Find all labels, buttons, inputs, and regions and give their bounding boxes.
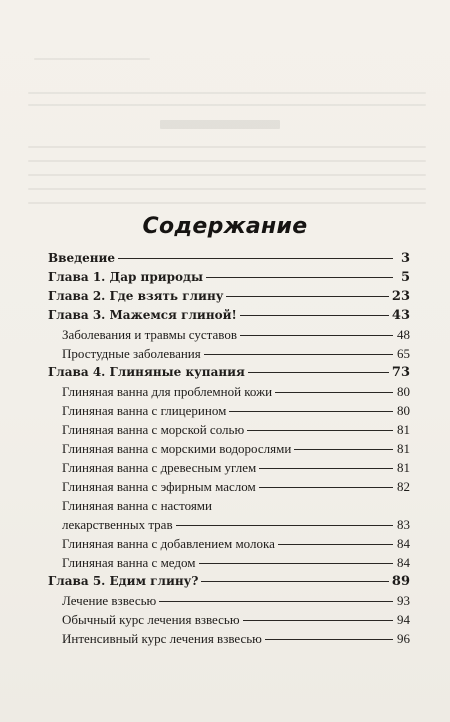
toc-entry-title: Глиняная ванна с морскими водорослями	[62, 441, 292, 456]
toc-leader-line	[240, 335, 393, 336]
toc-entry-title: Глиняная ванна для проблемной кожи	[62, 384, 273, 399]
toc-leader-line	[259, 487, 393, 488]
toc-entry-title: Обычный курс лечения взвесью	[62, 612, 240, 627]
show-through-line	[28, 92, 426, 94]
toc-entry-title: Глиняная ванна с глицерином	[62, 403, 227, 418]
show-through-line	[34, 58, 150, 60]
toc-entry	[48, 249, 410, 268]
toc-entry-page-number: 93	[397, 593, 410, 608]
show-through-line	[28, 202, 426, 204]
toc-entry-page-number: 73	[391, 365, 410, 380]
toc-entry	[48, 610, 410, 629]
toc-leader-line	[118, 258, 393, 259]
toc-leader-line	[206, 277, 393, 278]
toc-entry	[48, 439, 410, 458]
toc-leader-line	[199, 563, 394, 564]
toc-entry	[48, 287, 410, 306]
toc-entry	[48, 591, 410, 610]
toc-entry-page-number: 80	[397, 384, 410, 399]
page-title: Содержание	[142, 214, 308, 239]
show-through-line	[28, 160, 426, 162]
toc-leader-line	[275, 392, 393, 393]
toc-entry-title: Глава 2. Где взять глину	[48, 289, 224, 303]
toc-entry-title: Глиняная ванна с морской солью	[62, 422, 245, 437]
toc-entry-page-number: 84	[397, 536, 410, 551]
toc-leader-line	[229, 411, 393, 412]
toc-entry-page-number: 82	[397, 479, 410, 494]
toc-entry-page-number: 81	[397, 441, 410, 456]
toc-entry	[48, 458, 410, 477]
toc-entry-title: Глиняная ванна с добавлением молока	[62, 536, 275, 551]
toc-entry	[48, 382, 410, 401]
toc-entry	[48, 344, 410, 363]
toc-entry-title: Лечение взвесью	[62, 593, 157, 608]
toc-entry	[48, 306, 410, 325]
toc-entry-page-number: 84	[397, 555, 410, 570]
toc-entry-title: Введение	[48, 251, 116, 265]
show-through-heading	[160, 120, 280, 129]
toc-leader-line	[201, 581, 389, 582]
toc-leader-line	[259, 468, 393, 469]
toc-entry-page-number: 94	[397, 612, 410, 627]
toc-entry-title: Заболевания и травмы суставов	[62, 327, 237, 342]
toc-entry-page-number: 81	[397, 422, 410, 437]
toc-entry-title: Простудные заболевания	[62, 346, 201, 361]
toc-entry	[48, 401, 410, 420]
toc-entry-page-number: 43	[391, 308, 410, 323]
toc-leader-line	[265, 639, 393, 640]
toc-entry-page-number: 3	[400, 251, 410, 266]
toc-entry-page-number: 5	[400, 270, 410, 285]
toc-entry-title: Глиняная ванна с настоями	[62, 498, 212, 513]
toc-entry	[48, 268, 410, 287]
toc-entry-page-number: 83	[397, 517, 410, 532]
toc-entry-title: Глава 1. Дар природы	[48, 270, 204, 284]
toc-entry	[48, 629, 410, 648]
show-through-line	[28, 188, 426, 190]
toc-leader-line	[240, 315, 389, 316]
toc-entry	[48, 572, 410, 591]
toc-leader-line	[243, 620, 393, 621]
toc-leader-line	[159, 601, 393, 602]
toc-entry-title: Глава 5. Едим глину?	[48, 574, 199, 588]
table-of-contents	[48, 249, 410, 648]
toc-entry-title: Глиняная ванна с эфирным маслом	[62, 479, 256, 494]
toc-leader-line	[247, 430, 393, 431]
toc-entry-page-number: 65	[397, 346, 410, 361]
toc-entry-title: лекарственных трав	[62, 517, 173, 532]
toc-entry	[48, 363, 410, 382]
toc-entry-title: Интенсивный курс лечения взвесью	[62, 631, 262, 646]
toc-entry	[48, 477, 410, 496]
toc-entry-title: Глава 3. Мажемся глиной!	[48, 308, 237, 322]
show-through-line	[28, 104, 426, 106]
toc-entry-page-number: 96	[397, 631, 410, 646]
toc-leader-line	[204, 354, 393, 355]
toc-entry-page-number: 81	[397, 460, 410, 475]
toc-leader-line	[278, 544, 393, 545]
toc-entry-title: Глиняная ванна с древесным углем	[62, 460, 257, 475]
toc-entry	[48, 553, 410, 572]
toc-entry	[48, 534, 410, 553]
toc-entry-page-number: 80	[397, 403, 410, 418]
toc-entry-title: Глиняная ванна с медом	[62, 555, 196, 570]
toc-entry-page-number: 23	[391, 289, 410, 304]
toc-leader-line	[176, 525, 393, 526]
toc-leader-line	[226, 296, 388, 297]
toc-entry	[48, 420, 410, 439]
toc-entry	[48, 496, 410, 515]
toc-entry-title: Глава 4. Глиняные купания	[48, 365, 245, 379]
toc-leader-line	[294, 449, 393, 450]
toc-entry-page-number: 48	[397, 327, 410, 342]
toc-entry-page-number: 89	[391, 574, 410, 589]
toc-entry	[48, 515, 410, 534]
toc-leader-line	[248, 372, 389, 373]
show-through-line	[28, 174, 426, 176]
toc-entry	[48, 325, 410, 344]
show-through-line	[28, 146, 426, 148]
